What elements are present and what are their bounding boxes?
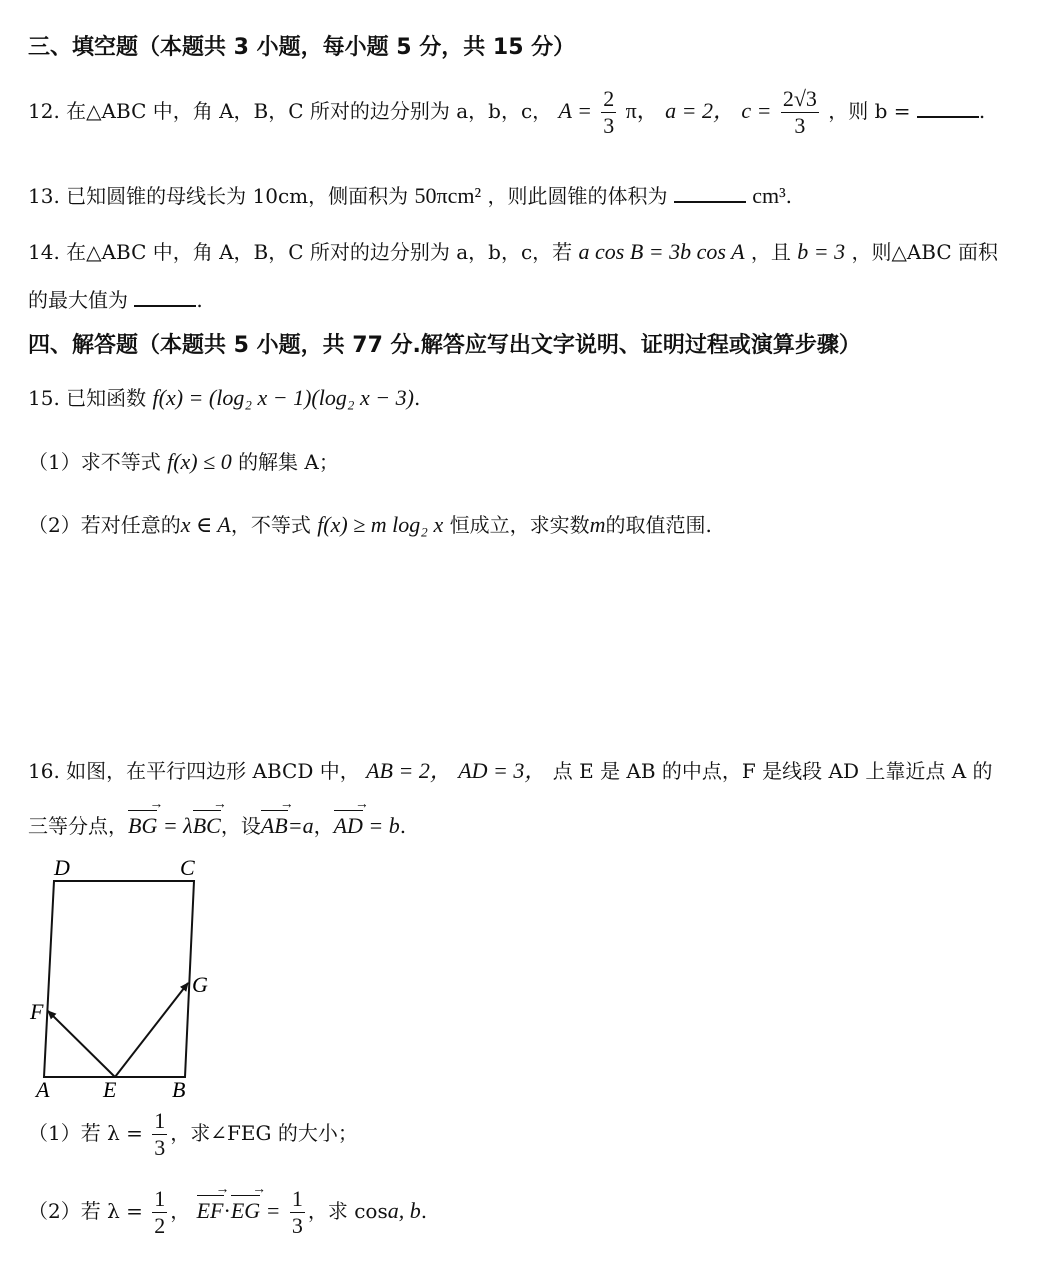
question-16-line-2 (28, 810, 406, 839)
q13-area: 50πcm² (414, 183, 482, 208)
q15-p2-label: （2） (28, 513, 81, 537)
q16-p2-end: . (420, 1199, 428, 1223)
q13-number: 13. (28, 184, 60, 208)
label-a: A (36, 1077, 50, 1102)
q15-text-a: 已知函数 (66, 386, 147, 410)
q16-p2-eq: = (260, 1198, 281, 1223)
q16-p1-fraction-denominator: 3 (154, 1135, 166, 1160)
q15-p2-formula: f(x) ≥ m log₂ x (317, 512, 444, 537)
q13-text-a: 已知圆锥的母线长为 10cm，侧面积为 (66, 184, 409, 208)
q16-p1-text-b: ，求∠FEG 的大小； (170, 1121, 358, 1145)
q12-number: 12. (28, 99, 60, 123)
question-16-part-1 (28, 1108, 358, 1161)
q14-text-b: ，且 (750, 240, 791, 264)
q15-p2-text-d: 的取值范围. (605, 513, 712, 537)
q15-p2-cond: x ∈ A (180, 512, 231, 537)
q16-p1-text-a: 若 λ = (80, 1121, 143, 1145)
q14-end: . (196, 288, 203, 312)
question-16-part-2 (28, 1186, 427, 1239)
q16-vector-ad: AD → (334, 813, 363, 839)
q12-fraction-c (781, 86, 819, 139)
q14-condition: a cos B = 3b cos A (578, 239, 745, 264)
vector-eg (115, 983, 188, 1077)
q15-p2-text-a: 若对任意的 (80, 513, 181, 537)
label-e: E (103, 1077, 117, 1102)
q16-p2-fraction-2-numerator: 1 (291, 1186, 303, 1211)
q16-eq-b: = b (362, 813, 400, 838)
question-16 (28, 754, 993, 785)
q16-p2-text-a: 若 λ = (80, 1199, 143, 1223)
section-3-heading: 三、填空题（本题共 3 小题，每小题 5 分，共 15 分） (28, 35, 576, 60)
label-d: D (54, 855, 70, 880)
q15-formula: f(x) = (log₂ x − 1)(log₂ x − 3) (152, 385, 414, 410)
q16-p2-pair: a, b (387, 1198, 421, 1223)
q15-p2-m: m (589, 512, 606, 537)
q12-fraction-A-denominator: 3 (603, 113, 615, 138)
q16-sep: ， (313, 814, 334, 838)
q14-text-a: 在△ABC 中，角 A，B，C 所对的边分别为 a，b，c，若 (66, 240, 573, 264)
q12-ask: ，则 b = (828, 99, 911, 123)
q16-p2-vector-eg: EG → (231, 1198, 260, 1224)
label-c: C (180, 855, 195, 880)
q12-fraction-c-numerator: 2√3 (782, 86, 817, 111)
section-4-heading: 四、解答题（本题共 5 小题，共 77 分.解答应写出文字说明、证明过程或演算步骤） (28, 333, 861, 358)
q16-p2-sep: ， (170, 1199, 191, 1223)
q15-p2-text-b: ，不等式 (230, 513, 311, 537)
q16-lambda: = λ (157, 813, 193, 838)
q16-p2-vector-ef: EF → (197, 1198, 224, 1224)
q16-ad: AD = 3， (458, 758, 547, 783)
q16-vector-ab: AB → (261, 813, 288, 839)
question-15-part-2 (28, 509, 712, 538)
q15-p1-formula: f(x) ≤ 0 (167, 449, 232, 474)
q16-p2-fraction-2-denominator: 3 (291, 1213, 303, 1238)
q15-p1-label: （1） (28, 450, 81, 474)
q14-answer-blank[interactable] (134, 287, 196, 307)
q16-p1-label: （1） (28, 1121, 81, 1145)
q16-p1-fraction-numerator: 1 (154, 1108, 166, 1133)
q16-p2-fraction-2 (290, 1186, 305, 1239)
q12-fraction-c-denominator: 3 (794, 113, 806, 138)
q16-ab: AB = 2， (366, 758, 452, 783)
q15-p1-text-b: 的解集 A； (238, 450, 339, 474)
q16-p2-text-b: ，求 cos (307, 1199, 388, 1223)
q12-cond-A: A = (558, 98, 592, 123)
q13-unit: cm³ (752, 183, 786, 208)
q14-text-c: ，则△ABC 面积 (851, 240, 999, 264)
parallelogram-abcd (44, 881, 194, 1077)
q15-end: . (413, 386, 421, 410)
q16-line2-b: ，设 (220, 814, 261, 838)
q16-end: . (399, 814, 407, 838)
q12-end: . (978, 99, 986, 123)
q14-line2: 的最大值为 (28, 288, 128, 312)
q16-p2-dot: · (223, 1198, 231, 1223)
q12-cond-a: a = 2， (665, 98, 735, 123)
q16-p2-fraction-numerator: 1 (154, 1186, 166, 1211)
q13-text-b: ，则此圆锥的体积为 (487, 184, 668, 208)
question-15 (28, 382, 420, 411)
q16-p2-label: （2） (28, 1199, 81, 1223)
parallelogram-figure (20, 852, 220, 1104)
question-12 (28, 86, 985, 139)
q12-fraction-A-numerator: 2 (603, 86, 615, 111)
q13-answer-blank[interactable] (674, 183, 746, 203)
q14-number: 14. (28, 240, 60, 264)
q14-cond-b: b = 3 (797, 239, 846, 264)
label-f: F (30, 999, 44, 1024)
q12-fraction-A (601, 86, 616, 139)
label-b: B (172, 1077, 186, 1102)
question-14-line-2 (28, 284, 203, 313)
q16-p2-fraction (152, 1186, 167, 1239)
q16-text-a: 如图，在平行四边形 ABCD 中， (66, 759, 360, 783)
q12-cond-c: c = (741, 98, 772, 123)
q15-p2-text-c: 恒成立，求实数 (449, 513, 590, 537)
q16-vector-bg: BG → (128, 813, 157, 839)
question-13 (28, 180, 792, 209)
q16-number: 16. (28, 759, 60, 783)
q13-end: . (785, 184, 793, 208)
q12-pi: π， (625, 98, 659, 123)
q16-p1-fraction (152, 1108, 167, 1161)
q15-number: 15. (28, 386, 60, 410)
label-g: G (192, 972, 208, 997)
q16-eq-a: =a (287, 813, 314, 838)
q12-text: 在△ABC 中，角 A，B，C 所对的边分别为 a，b，c， (66, 99, 553, 123)
question-15-part-1 (28, 446, 339, 475)
q16-text-b: 点 E 是 AB 的中点，F 是线段 AD 上靠近点 A 的 (552, 759, 993, 783)
q12-answer-blank[interactable] (917, 98, 979, 118)
q15-p1-text-a: 求不等式 (80, 450, 161, 474)
question-14 (28, 236, 998, 265)
q16-line2-a: 三等分点， (28, 814, 128, 838)
q16-p2-fraction-denominator: 2 (154, 1213, 166, 1238)
q16-vector-bc: BC → (193, 813, 221, 839)
vector-ef (48, 1011, 115, 1077)
